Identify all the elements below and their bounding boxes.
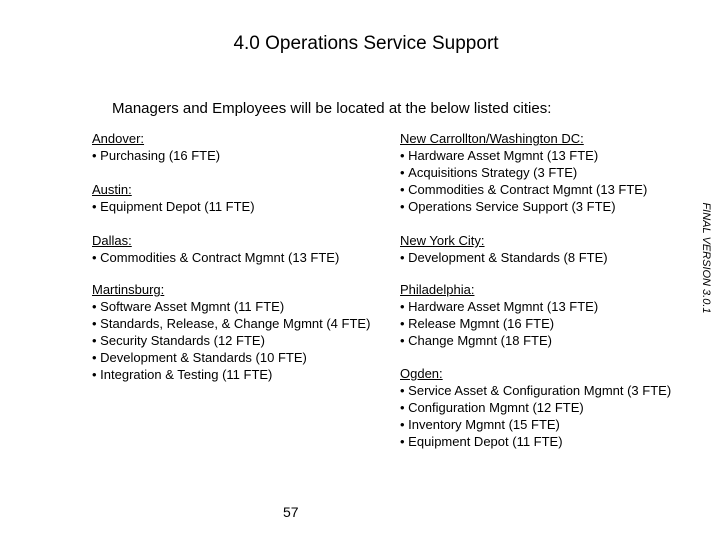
list-item: • Security Standards (12 FTE) xyxy=(92,332,370,349)
list-item: • Development & Standards (10 FTE) xyxy=(92,349,370,366)
city-name: Ogden: xyxy=(400,366,443,381)
city-andover xyxy=(92,130,220,164)
list-item: • Acquisitions Strategy (3 FTE) xyxy=(400,164,647,181)
city-name: Austin: xyxy=(92,182,132,197)
city-martinsburg xyxy=(92,281,370,383)
city-ogden xyxy=(400,365,671,450)
city-name: Philadelphia: xyxy=(400,282,475,297)
list-item: • Hardware Asset Mgmnt (13 FTE) xyxy=(400,147,647,164)
list-item: • Software Asset Mgmnt (11 FTE) xyxy=(92,298,370,315)
list-item: • Commodities & Contract Mgmnt (13 FTE) xyxy=(92,249,339,266)
city-name: New York City: xyxy=(400,233,485,248)
list-item: • Service Asset & Configuration Mgmnt (3 FTE) xyxy=(400,382,671,399)
list-item: • Standards, Release, & Change Mgmnt (4 FTE) xyxy=(92,315,370,332)
list-item: • Operations Service Support (3 FTE) xyxy=(400,198,647,215)
city-new-carrollton xyxy=(400,130,647,215)
list-item: • Equipment Depot (11 FTE) xyxy=(400,433,671,450)
list-item: • Change Mgmnt (18 FTE) xyxy=(400,332,598,349)
list-item: • Release Mgmnt (16 FTE) xyxy=(400,315,598,332)
list-item: • Hardware Asset Mgmnt (13 FTE) xyxy=(400,298,598,315)
page-number: 57 xyxy=(283,504,299,520)
list-item: • Equipment Depot (11 FTE) xyxy=(92,198,255,215)
list-item: • Development & Standards (8 FTE) xyxy=(400,249,608,266)
list-item: • Configuration Mgmnt (12 FTE) xyxy=(400,399,671,416)
list-item: • Integration & Testing (11 FTE) xyxy=(92,366,370,383)
list-item: • Inventory Mgmnt (15 FTE) xyxy=(400,416,671,433)
version-label: FINAL VERSION 3.0.1 xyxy=(700,202,712,314)
city-name: Andover: xyxy=(92,131,145,146)
city-name: Dallas: xyxy=(92,233,132,248)
city-austin xyxy=(92,181,255,215)
city-name: Martinsburg: xyxy=(92,282,165,297)
intro-text: Managers and Employees will be located at the below listed cities: xyxy=(112,100,552,117)
city-name: New Carrollton/Washington DC: xyxy=(400,131,584,146)
page-title: 4.0 Operations Service Support xyxy=(233,33,499,54)
list-item: • Purchasing (16 FTE) xyxy=(92,147,220,164)
city-philadelphia xyxy=(400,281,598,349)
city-new-york xyxy=(400,232,608,266)
list-item: • Commodities & Contract Mgmnt (13 FTE) xyxy=(400,181,647,198)
city-dallas xyxy=(92,232,339,266)
